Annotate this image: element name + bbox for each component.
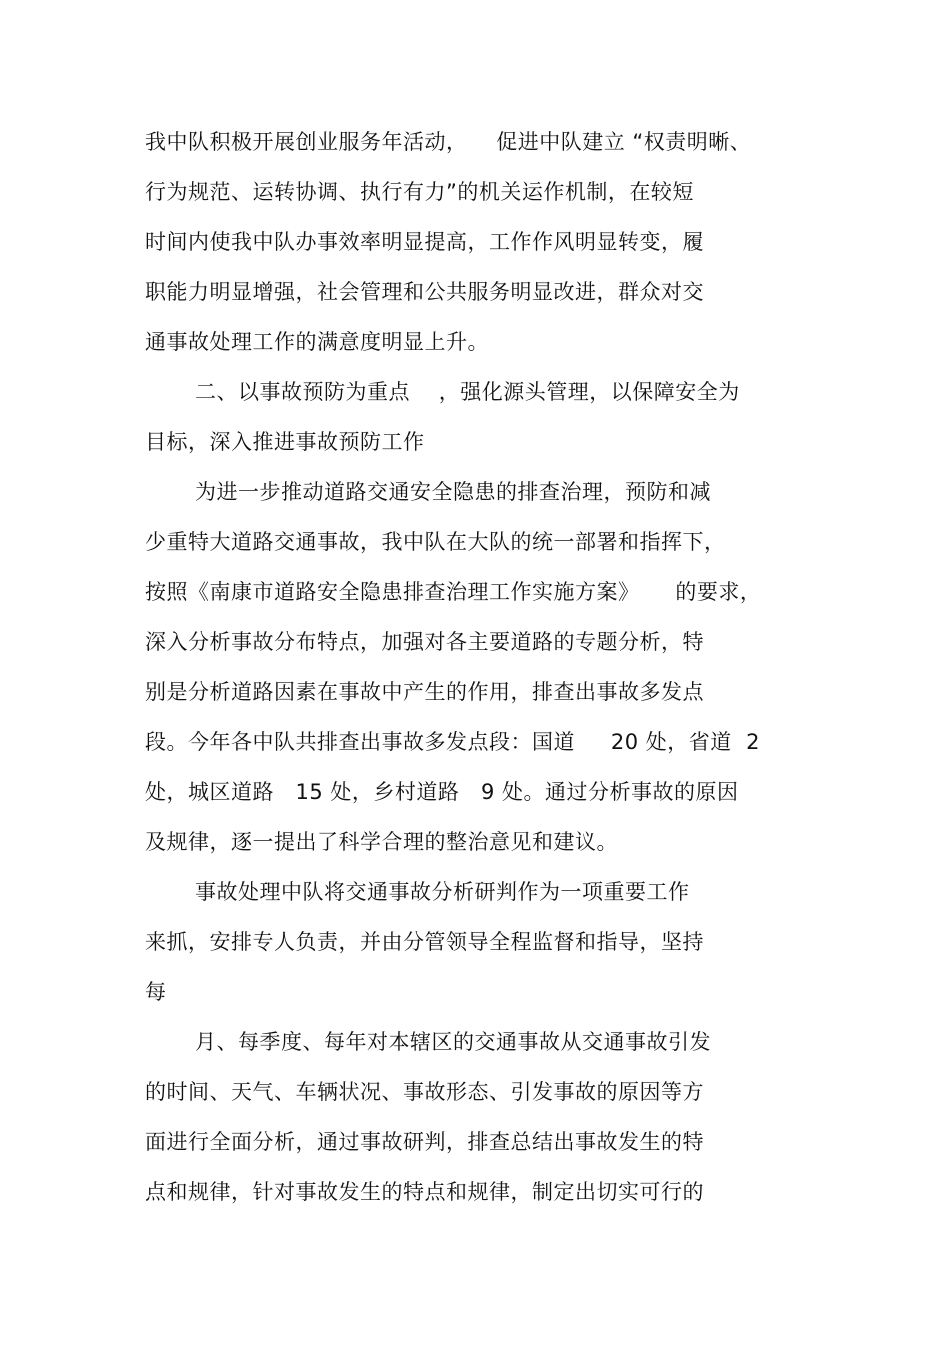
text-line: 少重特大道路交通事故，我中队在大队的统一部署和指挥下， [145, 530, 726, 554]
section-heading: 二、以事故预防为重点 ，强化源头管理，以保障安全为 [195, 380, 740, 404]
text-line: 通事故处理工作的满意度明显上升。 [145, 330, 489, 354]
text-line: 及规律，逐一提出了科学合理的整治意见和建议。 [145, 830, 618, 854]
text-line: 别是分析道路因素在事故中产生的作用，排查出事故多发点 [145, 680, 704, 704]
text-line: 为进一步推动道路交通安全隐患的排查治理，预防和减 [195, 480, 711, 504]
text-line: 面进行全面分析，通过事故研判，排查总结出事故发生的特 [145, 1130, 704, 1154]
text-line: 月、每季度、每年对本辖区的交通事故从交通事故引发 [195, 1030, 711, 1054]
text-line: 点和规律，针对事故发生的特点和规律，制定出切实可行的 [145, 1180, 704, 1204]
text-line: 按照《南康市道路安全隐患排查治理工作实施方案》 的要求， [145, 580, 762, 604]
text-line: 行为规范、运转协调、执行有力”的机关运作机制，在较短 [145, 180, 694, 204]
text-line: 段。今年各中队共排查出事故多发点段：国道 20 处，省道 2 [145, 730, 760, 754]
text-line: 的时间、天气、车辆状况、事故形态、引发事故的原因等方 [145, 1080, 704, 1104]
text-line: 处，城区道路 15 处，乡村道路 9 处。通过分析事故的原因 [145, 780, 739, 804]
text-line: 深入分析事故分布特点，加强对各主要道路的专题分析，特 [145, 630, 704, 654]
section-heading-cont: 目标，深入推进事故预防工作 [145, 430, 425, 454]
text-line: 我中队积极开展创业服务年活动， 促进中队建立 “权责明晰、 [145, 130, 752, 154]
text-line: 事故处理中队将交通事故分析研判作为一项重要工作 [195, 880, 690, 904]
text-line: 来抓，安排专人负责，并由分管领导全程监督和指导，坚持 [145, 930, 704, 954]
text-line: 时间内使我中队办事效率明显提高，工作作风明显转变，履 [145, 230, 704, 254]
text-line: 每 [145, 980, 167, 1004]
text-line: 职能力明显增强，社会管理和公共服务明显改进，群众对交 [145, 280, 704, 304]
